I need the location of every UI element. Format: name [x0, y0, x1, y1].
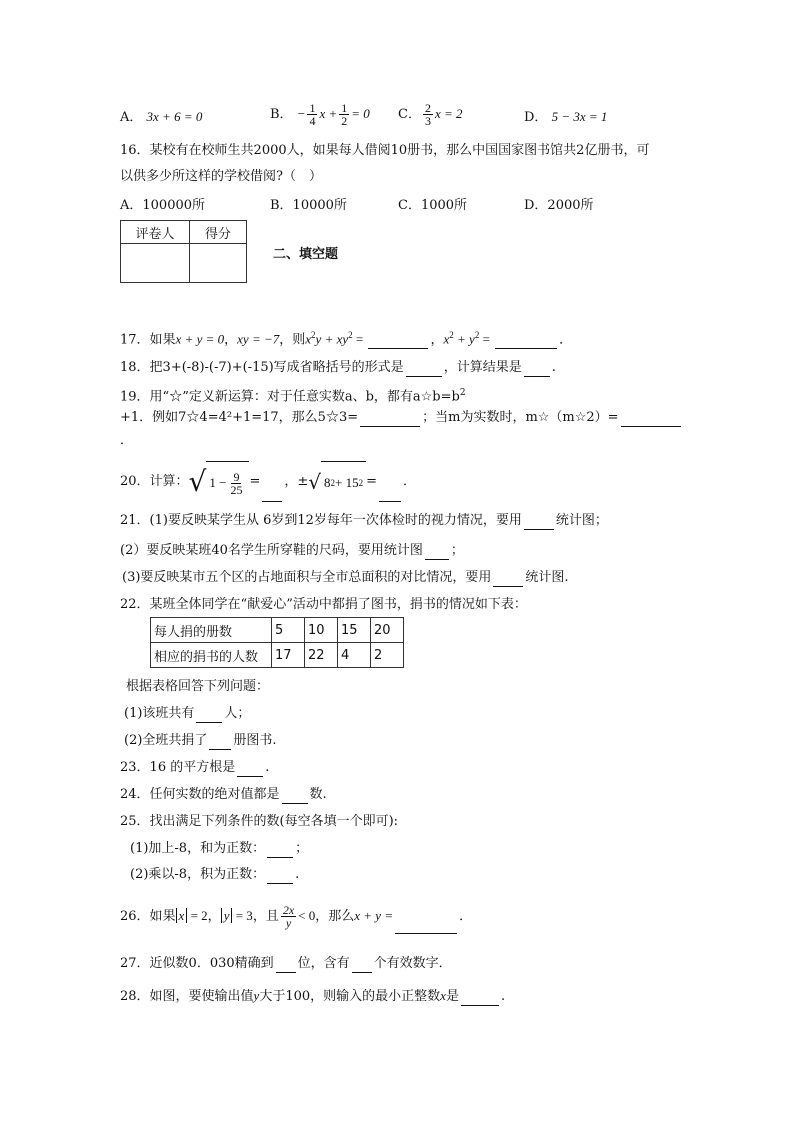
q20-blank-1[interactable] — [262, 487, 282, 502]
q25-text: 25．找出满足下列条件的数(每空各填一个即可): — [120, 814, 399, 829]
table-cell: 2 — [371, 643, 404, 668]
q18-blank-1[interactable] — [406, 362, 442, 377]
q18-blank-2[interactable] — [524, 362, 550, 377]
q17-blank-2[interactable] — [495, 334, 557, 349]
table-cell: 每人捐的册数 — [151, 618, 272, 643]
sqrt-expression-2: √ 8 2 + 15 2 — [308, 461, 366, 502]
q26: 26．如果 x = 2， y = 3，且 $\frac{2x}{y}$ < 0，那么x + y = ． — [120, 899, 472, 934]
q19-line1: 19．用“☆”定义新运算：对于任意实数a、b，都有$a☆b=b^2$ — [120, 388, 466, 405]
q17-blank-1[interactable] — [368, 334, 428, 349]
q15-option-d: D． 5 − 3x = 1 — [524, 109, 608, 125]
fraction: $\frac{1}{4}$ — [309, 101, 316, 128]
q17: 17．如果x + y = 0，xy = −7，则$x^2y + xy^2$ = ，$x^2 + y^2$ = ． — [120, 330, 573, 348]
table-cell: 15 — [338, 618, 371, 643]
q23-blank[interactable] — [237, 762, 263, 777]
q21-line3: (3)要反映某市五个区的占地面积与全市总面积的对比情况，要用 统计图. — [122, 570, 569, 585]
q27-blank-2[interactable] — [352, 958, 372, 973]
q18: 18．把3+(-8)-(-7)+(-15)写成省略括号的形式是 ，计算结果是 . — [120, 360, 556, 375]
q22-sub1: (1)该班共有 人； — [124, 706, 251, 721]
q25-sub1: (1)加上-8，和为正数： ； — [130, 841, 309, 856]
q24: 24．任何实数的绝对值都是 数. — [120, 787, 327, 802]
q15-option-a: A． 3x + 6 = 0 — [120, 109, 203, 125]
q24-blank[interactable] — [282, 789, 308, 804]
q16-option-b: B．10000所 — [270, 198, 347, 213]
q22-books-table — [150, 617, 404, 668]
sqrt-expression-1: √ 1 − $\frac{9}{25}$ — [189, 461, 250, 502]
q15-option-c: C． $\frac{2}{3}$ x = 2 — [398, 101, 463, 128]
table-cell: 22 — [305, 643, 338, 668]
score-table-cell-score[interactable] — [190, 244, 247, 283]
q21-blank-2[interactable] — [425, 545, 449, 560]
q16-option-d: D．2000所 — [524, 198, 594, 213]
q16-option-c: C．1000所 — [398, 198, 468, 213]
score-table-header-score: 得分 — [190, 221, 247, 244]
q23: 23．16 的平方根是 . — [120, 760, 270, 775]
q22-text: 22．某班全体同学在“献爱心”活动中都捐了图书，捐书的情况如下表： — [120, 597, 527, 612]
table-cell: 17 — [272, 643, 305, 668]
fraction: $\frac{2}{3}$ — [424, 101, 431, 128]
q21-line1: 21．(1)要反映某学生从 6岁到12岁每年一次体检时的视力情况，要用 统计图； — [120, 513, 608, 528]
section-title-fill-in: 二、填空题 — [273, 247, 339, 262]
table-cell: 20 — [371, 618, 404, 643]
q20-blank-2[interactable] — [379, 487, 401, 502]
q28-blank[interactable] — [461, 991, 499, 1006]
q22-subtitle: 根据表格回答下列问题： — [126, 679, 270, 694]
q21-line2: (2）要反映某班40名学生所穿鞋的尺码，要用统计图 ； — [120, 543, 464, 558]
q19-blank-2[interactable] — [621, 412, 681, 427]
table-cell: 5 — [272, 618, 305, 643]
q16-line2: 以供多少所这样的学校借阅?（ ） — [120, 169, 322, 184]
q15-option-b: B． − $\frac{1}{4}$ x + $\frac{1}{2}$ = 0 — [270, 101, 370, 128]
fraction: $\frac{1}{2}$ — [341, 101, 348, 128]
q19-blank-1[interactable] — [360, 412, 420, 427]
table-row — [151, 643, 404, 668]
score-table-header-grader: 评卷人 — [121, 221, 190, 244]
q16-option-a: A．100000所 — [120, 198, 206, 213]
q22-blank-1[interactable] — [196, 708, 222, 723]
q25-blank-2[interactable] — [267, 869, 293, 884]
score-table — [120, 220, 247, 283]
q16-line1: 16．某校有在校师生共2000人，如果每人借阅10册书，那么中国国家图书馆共2亿册书，可 — [120, 143, 650, 158]
q27-blank-1[interactable] — [276, 958, 296, 973]
q26-blank[interactable] — [395, 919, 457, 934]
q21-blank-1[interactable] — [524, 515, 554, 530]
q21-blank-3[interactable] — [493, 572, 523, 587]
q22-sub2: (2)全班共捐了 册图书. — [124, 733, 277, 748]
table-cell: 10 — [305, 618, 338, 643]
table-cell: 相应的捐书的人数 — [151, 643, 272, 668]
q25-sub2: (2)乘以-8，积为正数： . — [130, 867, 300, 882]
q27: 27．近似数0．030精确到 位，含有 个有效数字． — [120, 956, 452, 971]
q19-line3: ． — [120, 433, 134, 448]
q19-line2: +1．例如7☆4=4²+1=17，那么5☆3= ；当m为实数时，m☆（m☆2）= — [120, 409, 683, 427]
q28: 28．如图，要使输出值y大于100，则输入的最小正整数x是 . — [120, 988, 506, 1004]
q20: 20．计算： √ 1 − $\frac{9}{25}$ = ，± √ 8 2 + 15 2 = ． — [120, 461, 416, 502]
table-cell: 4 — [338, 643, 371, 668]
score-table-cell-grader[interactable] — [121, 244, 190, 283]
q22-blank-2[interactable] — [209, 735, 231, 750]
q25-blank-1[interactable] — [267, 843, 293, 858]
table-row — [151, 618, 404, 643]
